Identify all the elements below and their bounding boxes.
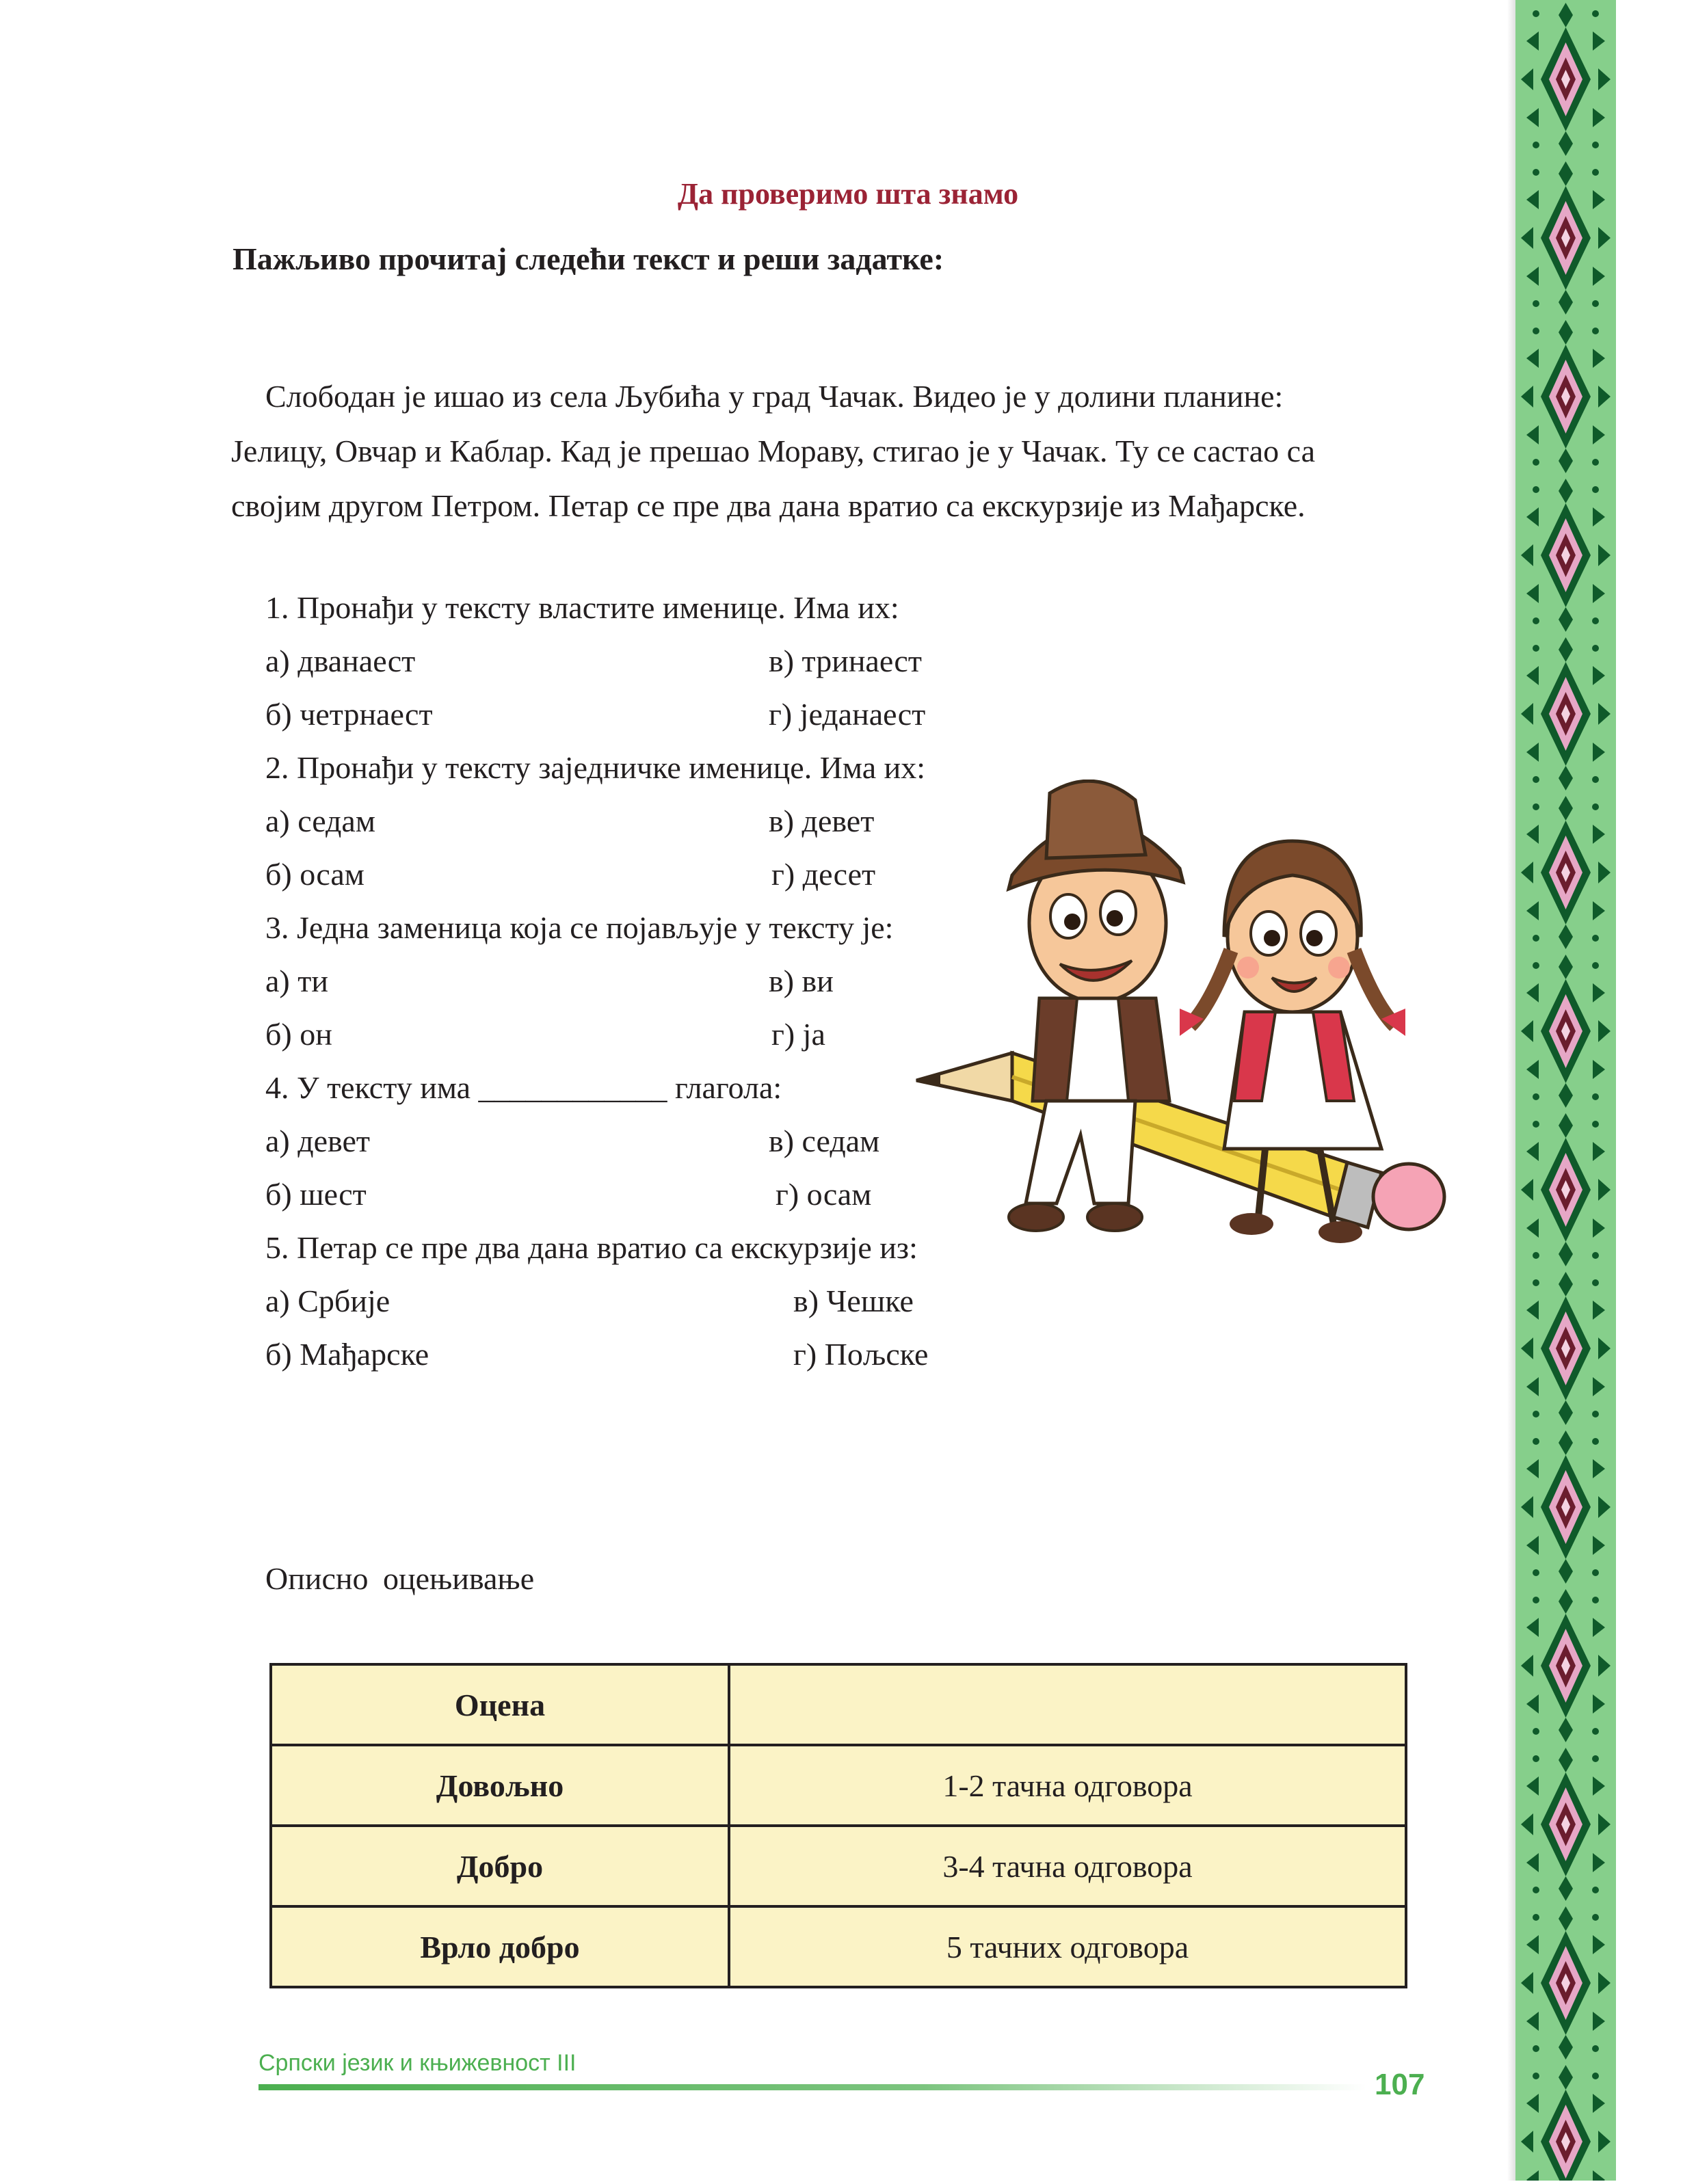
answer-option: г) десет	[771, 857, 876, 892]
question-2: 2. Пронађи у тексту заједничке именице. Има их:	[265, 750, 926, 785]
grade-cell: Довољно	[271, 1745, 729, 1826]
answer-option: а) ти	[265, 963, 328, 998]
footer-divider	[259, 2084, 1366, 2090]
instruction: Пажљиво прочитај следећи текст и реши задатке:	[233, 241, 944, 276]
answer-option: а) Србије	[265, 1283, 390, 1318]
answer-option: г) Пољске	[793, 1337, 929, 1372]
page-title: Да проверимо шта знамо	[677, 177, 1019, 211]
answer-option: в) седам	[769, 1123, 880, 1158]
answer-option: в) девет	[769, 803, 875, 838]
grade-cell: Врло добро	[271, 1906, 729, 1987]
answer-option: а) седам	[265, 803, 375, 838]
table-row	[271, 1826, 1406, 1906]
border-shadow	[1507, 0, 1515, 2181]
answer-option: в) тринаест	[769, 643, 922, 678]
answer-option: г) осам	[776, 1177, 872, 1212]
reading-text	[231, 369, 1462, 533]
grade-cell: Добро	[271, 1826, 729, 1906]
reading-line: својим другом Петром. Петар се пре два дана вратио са екскурзије из Мађарске.	[231, 488, 1306, 523]
table-header-cell	[729, 1664, 1406, 1745]
page-number: 107	[1375, 2068, 1425, 2101]
reading-line: Јелицу, Овчар и Каблар. Кад је прешао Мораву, стигао је у Чачак. Ту се састао са	[231, 434, 1316, 468]
grade-table	[269, 1663, 1407, 1988]
answer-option: б) четрнаест	[265, 697, 433, 732]
table-header-row	[271, 1664, 1406, 1745]
answer-option: б) он	[265, 1017, 332, 1052]
answer-option: б) Мађарске	[265, 1337, 429, 1372]
criteria-cell: 5 тачних одговора	[729, 1906, 1406, 1987]
answer-option: г) једанаест	[769, 697, 926, 732]
answer-option: в) Чешке	[793, 1283, 914, 1318]
criteria-cell: 3-4 тачна одговора	[729, 1826, 1406, 1906]
criteria-cell: 1-2 тачна одговора	[729, 1745, 1406, 1826]
folk-ornament-icon	[1515, 0, 1616, 2181]
answer-option: б) осам	[265, 857, 365, 892]
answer-option: а) дванаест	[265, 643, 416, 678]
question-1: 1. Пронађи у тексту властите именице. Има их:	[265, 590, 899, 625]
question-5: 5. Петар се пре два дана вратио са екскурзије из:	[265, 1230, 918, 1265]
boy-figure	[1009, 781, 1183, 1231]
table-row	[271, 1906, 1406, 1987]
question-4: 4. У тексту има ____________ глагола:	[265, 1070, 782, 1105]
table-row	[271, 1745, 1406, 1826]
assessment-label: Описно оцењивање	[265, 1561, 535, 1596]
table-header-cell: Оцена	[271, 1664, 729, 1745]
answer-option: б) шест	[265, 1177, 367, 1212]
children-on-pencil-illustration	[910, 780, 1470, 1258]
answer-option: в) ви	[769, 963, 834, 998]
answer-option: г) ја	[771, 1017, 825, 1052]
question-3: 3. Једна заменица која се појављује у тексту је:	[265, 910, 894, 945]
footer-book-title: Српски језик и књижевност III	[259, 2050, 577, 2076]
answer-option: а) девет	[265, 1123, 371, 1158]
reading-line: Слободан је ишао из села Љубића у град Чачак. Видео је у долини планине:	[265, 379, 1284, 414]
decorative-border	[1515, 0, 1616, 2181]
